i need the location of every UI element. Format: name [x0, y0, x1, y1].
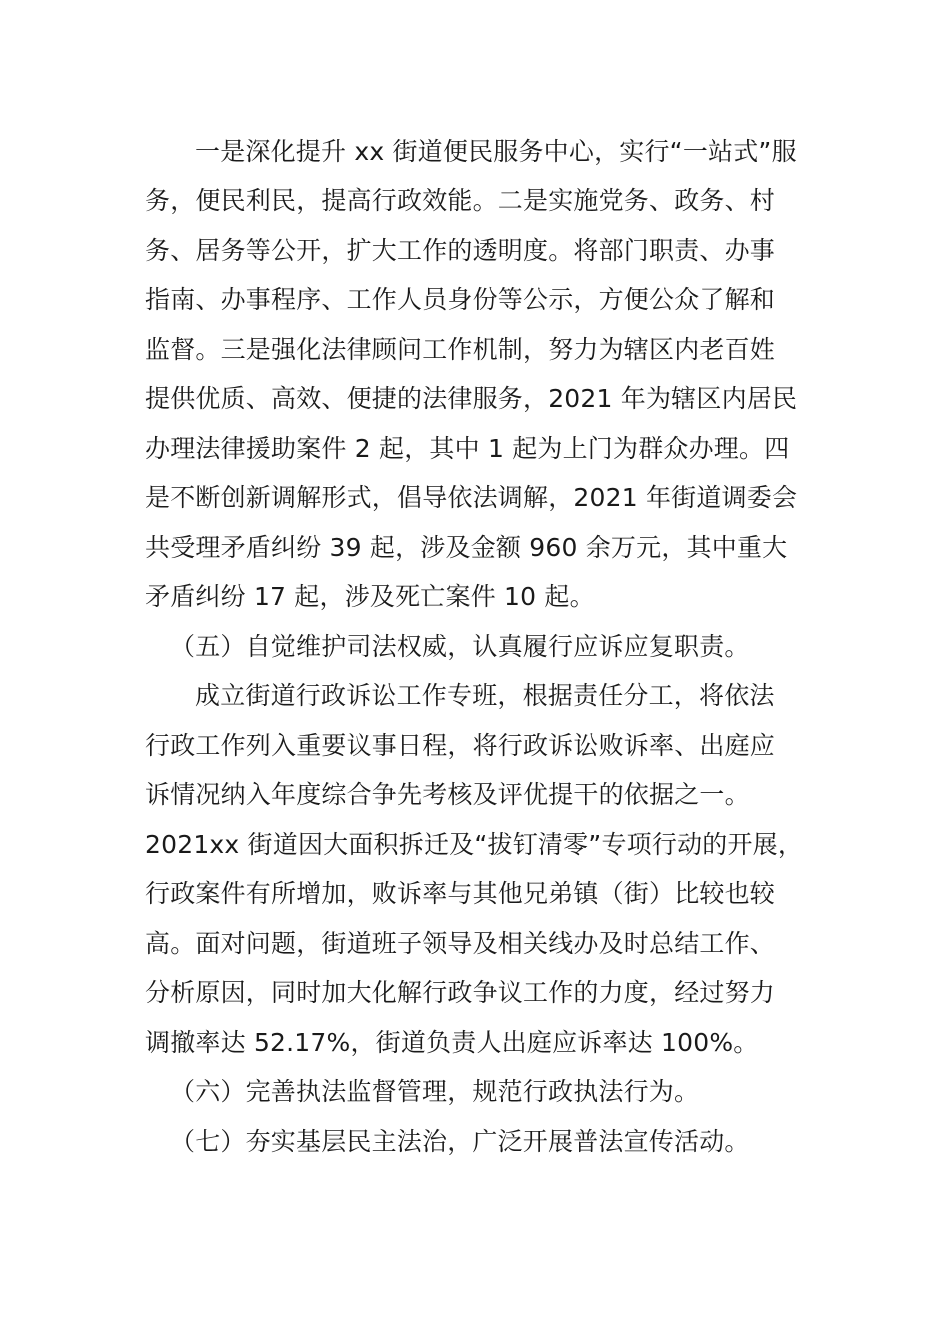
paragraph-2-line-6: 高。面对问题，街道班子领导及相关线办及时总结工作、: [145, 929, 776, 958]
paragraph-1-line-10: 矛盾纠纷 17 起，涉及死亡案件 10 起。: [145, 582, 595, 611]
paragraph-2-line-3: 诉情况纳入年度综合争先考核及评优提干的依据之一。: [145, 780, 750, 809]
paragraph-1-line-1: 一是深化提升 xx 街道便民服务中心，实行“一站式”服: [195, 137, 797, 166]
paragraph-1-line-7: 办理法律援助案件 2 起，其中 1 起为上门为群众办理。四: [145, 434, 790, 463]
paragraph-1-line-5: 监督。三是强化法律顾问工作机制，努力为辖区内老百姓: [145, 335, 776, 364]
paragraph-1-line-4: 指南、办事程序、工作人员身份等公示，方便公众了解和: [145, 285, 776, 314]
paragraph-1-line-3: 务、居务等公开，扩大工作的透明度。将部门职责、办事: [145, 236, 776, 265]
paragraph-2-line-4: 2021xx 街道因大面积拆迁及“拔钉清零”专项行动的开展，: [145, 830, 804, 859]
paragraph-1-line-9: 共受理矛盾纠纷 39 起，涉及金额 960 余万元，其中重大: [145, 533, 788, 562]
section-heading-5: （五）自觉维护司法权威，认真履行应诉应复职责。: [170, 632, 750, 661]
paragraph-1-line-8: 是不断创新调解形式，倡导依法调解，2021 年街道调委会: [145, 483, 798, 512]
paragraph-1-line-2: 务，便民利民，提高行政效能。二是实施党务、政务、村: [145, 186, 776, 215]
section-heading-6: （六）完善执法监督管理，规范行政执法行为。: [170, 1077, 700, 1106]
paragraph-2-line-7: 分析原因，同时加大化解行政争议工作的力度，经过努力: [145, 978, 776, 1007]
paragraph-2-line-8: 调撤率达 52.17%，街道负责人出庭应诉率达 100%。: [145, 1028, 759, 1057]
section-heading-7: （七）夯实基层民主法治，广泛开展普法宣传活动。: [170, 1127, 750, 1156]
paragraph-2-line-5: 行政案件有所增加，败诉率与其他兄弟镇（街）比较也较: [145, 879, 776, 908]
paragraph-1-line-6: 提供优质、高效、便捷的法律服务，2021 年为辖区内居民: [145, 384, 798, 413]
paragraph-2-line-1: 成立街道行政诉讼工作专班，根据责任分工，将依法: [195, 681, 775, 710]
paragraph-2-line-2: 行政工作列入重要议事日程，将行政诉讼败诉率、出庭应: [145, 731, 776, 760]
